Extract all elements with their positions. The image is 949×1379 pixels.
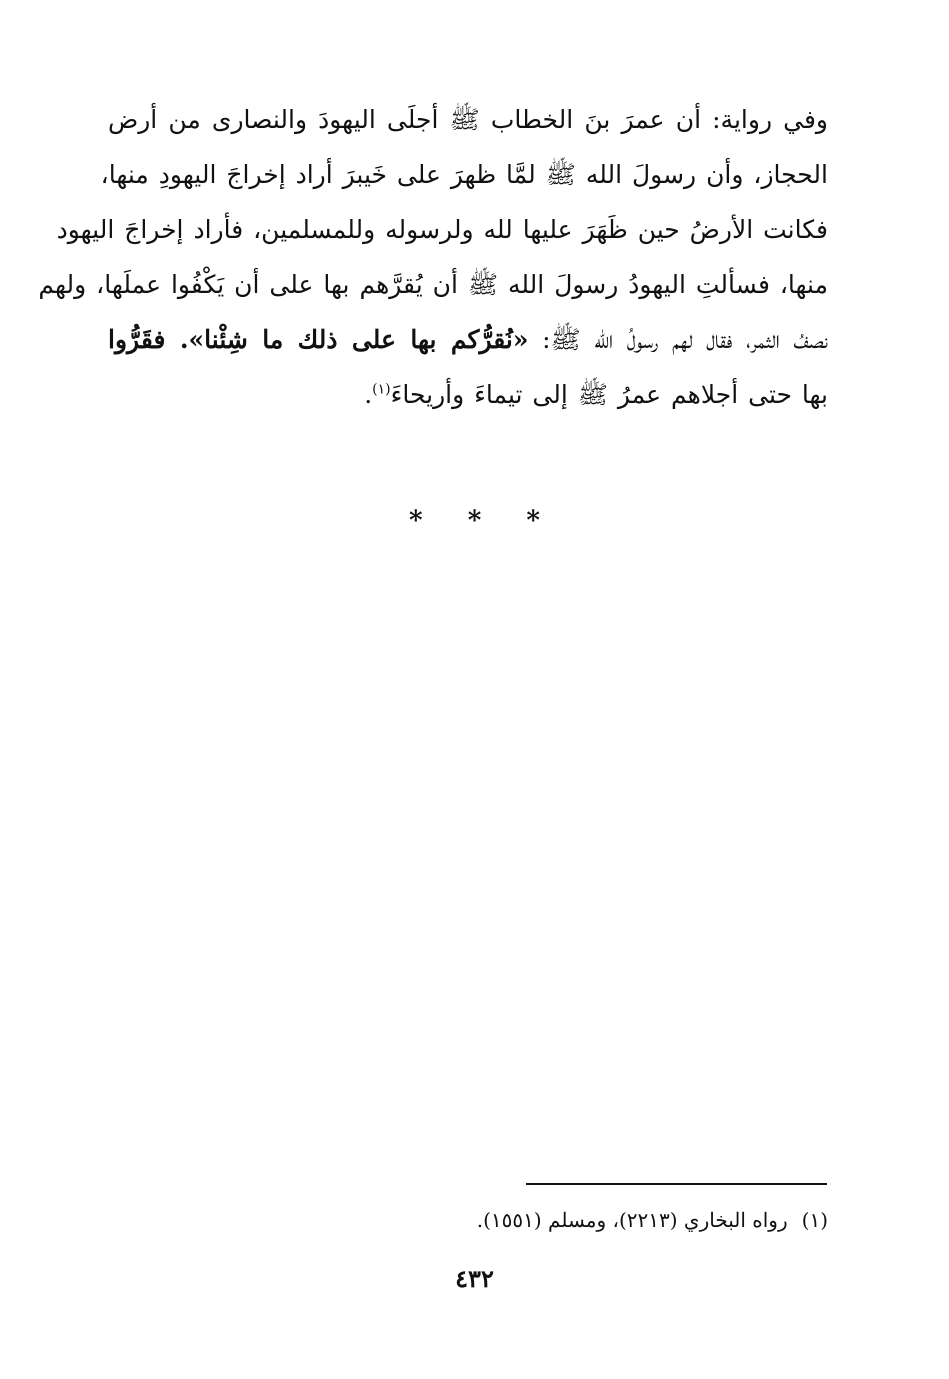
text-line-6-end: . bbox=[364, 380, 373, 409]
main-paragraph bbox=[38, 92, 828, 422]
footnote-reference[interactable]: (١) bbox=[372, 381, 391, 398]
section-separator: * * * bbox=[409, 506, 558, 536]
footnote-divider bbox=[526, 1183, 827, 1185]
text-line-3: فكانت الأرضُ حين ظَهَرَ عليها لله ولرسوله وللمسلمين، فأراد إخراجَ اليهود bbox=[56, 215, 828, 244]
footnote-number: (١) bbox=[801, 1208, 828, 1232]
text-line-1: وفي رواية: أن عمرَ بنَ الخطاب ﷺ أجلَى اليهودَ والنصارى من أرض bbox=[108, 105, 828, 134]
footnote bbox=[477, 1204, 828, 1236]
page-number: ٤٣٢ bbox=[455, 1264, 494, 1293]
text-line-5 bbox=[108, 312, 828, 367]
text-line-5-end: . فقَرُّوا bbox=[108, 325, 189, 354]
text-line-2: الحجاز، وأن رسولَ الله ﷺ لمَّا ظهرَ على خَيبرَ أراد إخراجَ اليهودِ منها، bbox=[100, 160, 828, 189]
text-line-4: منها، فسألتِ اليهودُ رسولَ الله ﷺ أن يُقرَّهم بها على أن يَكْفُوا عملَها، ولهم bbox=[38, 270, 828, 299]
prophetic-quote: «نُقرُّكم بها على ذلك ما شِئْنا» bbox=[188, 325, 529, 354]
footnote-text: رواه البخاري (٢٢١٣)، ومسلم (١٥٥١). bbox=[476, 1208, 788, 1232]
text-line-6 bbox=[108, 367, 828, 422]
text-line-6-body: بها حتى أجلاهم عمرُ ﷺ إلى تيماءَ وأريحاءَ bbox=[390, 380, 828, 409]
text-line-5-start: نصفُ الثمر، فقال لهم رسولُ الله ﷺ: bbox=[528, 325, 828, 354]
